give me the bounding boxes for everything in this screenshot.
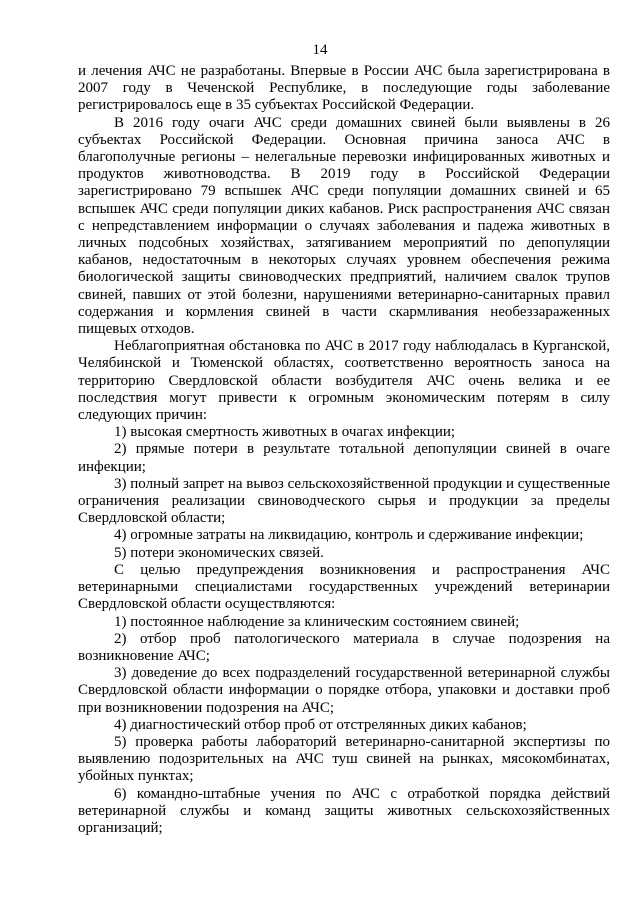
paragraph-prevention: С целью предупреждения возникновения и распространения АЧС ветеринарными специалистами государственных учреждений ветеринарии Свердловской области осуществляются: xyxy=(78,561,610,613)
page-number: 14 xyxy=(312,42,328,58)
document-body xyxy=(78,63,610,837)
list-item-reason-5: 5) потери экономических связей. xyxy=(114,544,324,561)
list-item-reason-2: 2) прямые потери в результате тотальной депопуляции свиней в очаге инфекции; xyxy=(78,441,610,475)
paragraph-continuation: и лечения АЧС не разработаны. Впервые в России АЧС была зарегистрирована в 2007 году в Чеченской Республике, в последующие годы заболевание регистрировалось еще в 35 субъектах Российской Федерации. xyxy=(78,63,610,114)
list-item-reason-4: 4) огромные затраты на ликвидацию, контроль и сдерживание инфекции; xyxy=(114,527,584,544)
list-item-measure-3: 3) доведение до всех подразделений государственной ветеринарной службы Свердловской области информации о порядке отбора, упаковки и доставки проб при возникновении подозрения на АЧС; xyxy=(78,665,610,716)
list-item-measure-2: 2) отбор проб патологического материала в случае подозрения на возникновение АЧС; xyxy=(78,630,610,664)
list-item-measure-4: 4) диагностический отбор проб от отстрелянных диких кабанов; xyxy=(114,716,527,733)
list-item-reason-1: 1) высокая смертность животных в очагах инфекции; xyxy=(114,424,456,441)
list-item-measure-5: 5) проверка работы лабораторий ветеринарно-санитарной экспертизы по выявлению подозрительных на АЧС туш свиней на рынках, мясокомбинатах, убойных пунктах; xyxy=(78,733,610,785)
list-item-measure-6: 6) командно-штабные учения по АЧС с отработкой порядка действий ветеринарной службы и команд защиты животных сельскохозяйственных организаций; xyxy=(78,785,610,836)
paragraph-asf-2016: В 2016 году очаги АЧС среди домашних свиней были выявлены в 26 субъектах Российской Федерации. Основная причина заноса АЧС в благополучные регионы – нелегальные перевозки инфицированных животных и продуктов животноводства. В 2019 году в Российской Федерации зарегистрировано 79 вспышек АЧС среди популяции домашних свиней и 65 вспышек АЧС среди популяции диких кабанов. Риск распространения АЧС связан с непредставлением информации о случаях заболевания и падежа животных в личных подсобных хозяйствах, затягиванием мероприятий по депопуляции кабанов, недостаточным в некоторых случаях уровнем обеспечения режима биологической защиты свиноводческих предприятий, наличием свалок трупов свиней, павших от этой болезни, нарушениями ветеринарно-санитарных правил содержания и кормления свиней в части скармливания необеззараженных пищевых отходов. xyxy=(78,114,610,338)
paragraph-asf-2017: Неблагоприятная обстановка по АЧС в 2017 году наблюдалась в Курганской, Челябинской и Тюменской областях, соответственно вероятность заноса на территорию Свердловской области возбудителя АЧС очень велика и ее последствия могут привести к огромным экономическим потерям в силу следующих причин: xyxy=(78,338,610,424)
list-item-reason-3: 3) полный запрет на вывоз сельскохозяйственной продукции и существенные ограничения реализации свиноводческого сырья и продукции за пределы Свердловской области; xyxy=(78,475,611,527)
list-item-measure-1: 1) постоянное наблюдение за клиническим состоянием свиней; xyxy=(114,613,520,630)
